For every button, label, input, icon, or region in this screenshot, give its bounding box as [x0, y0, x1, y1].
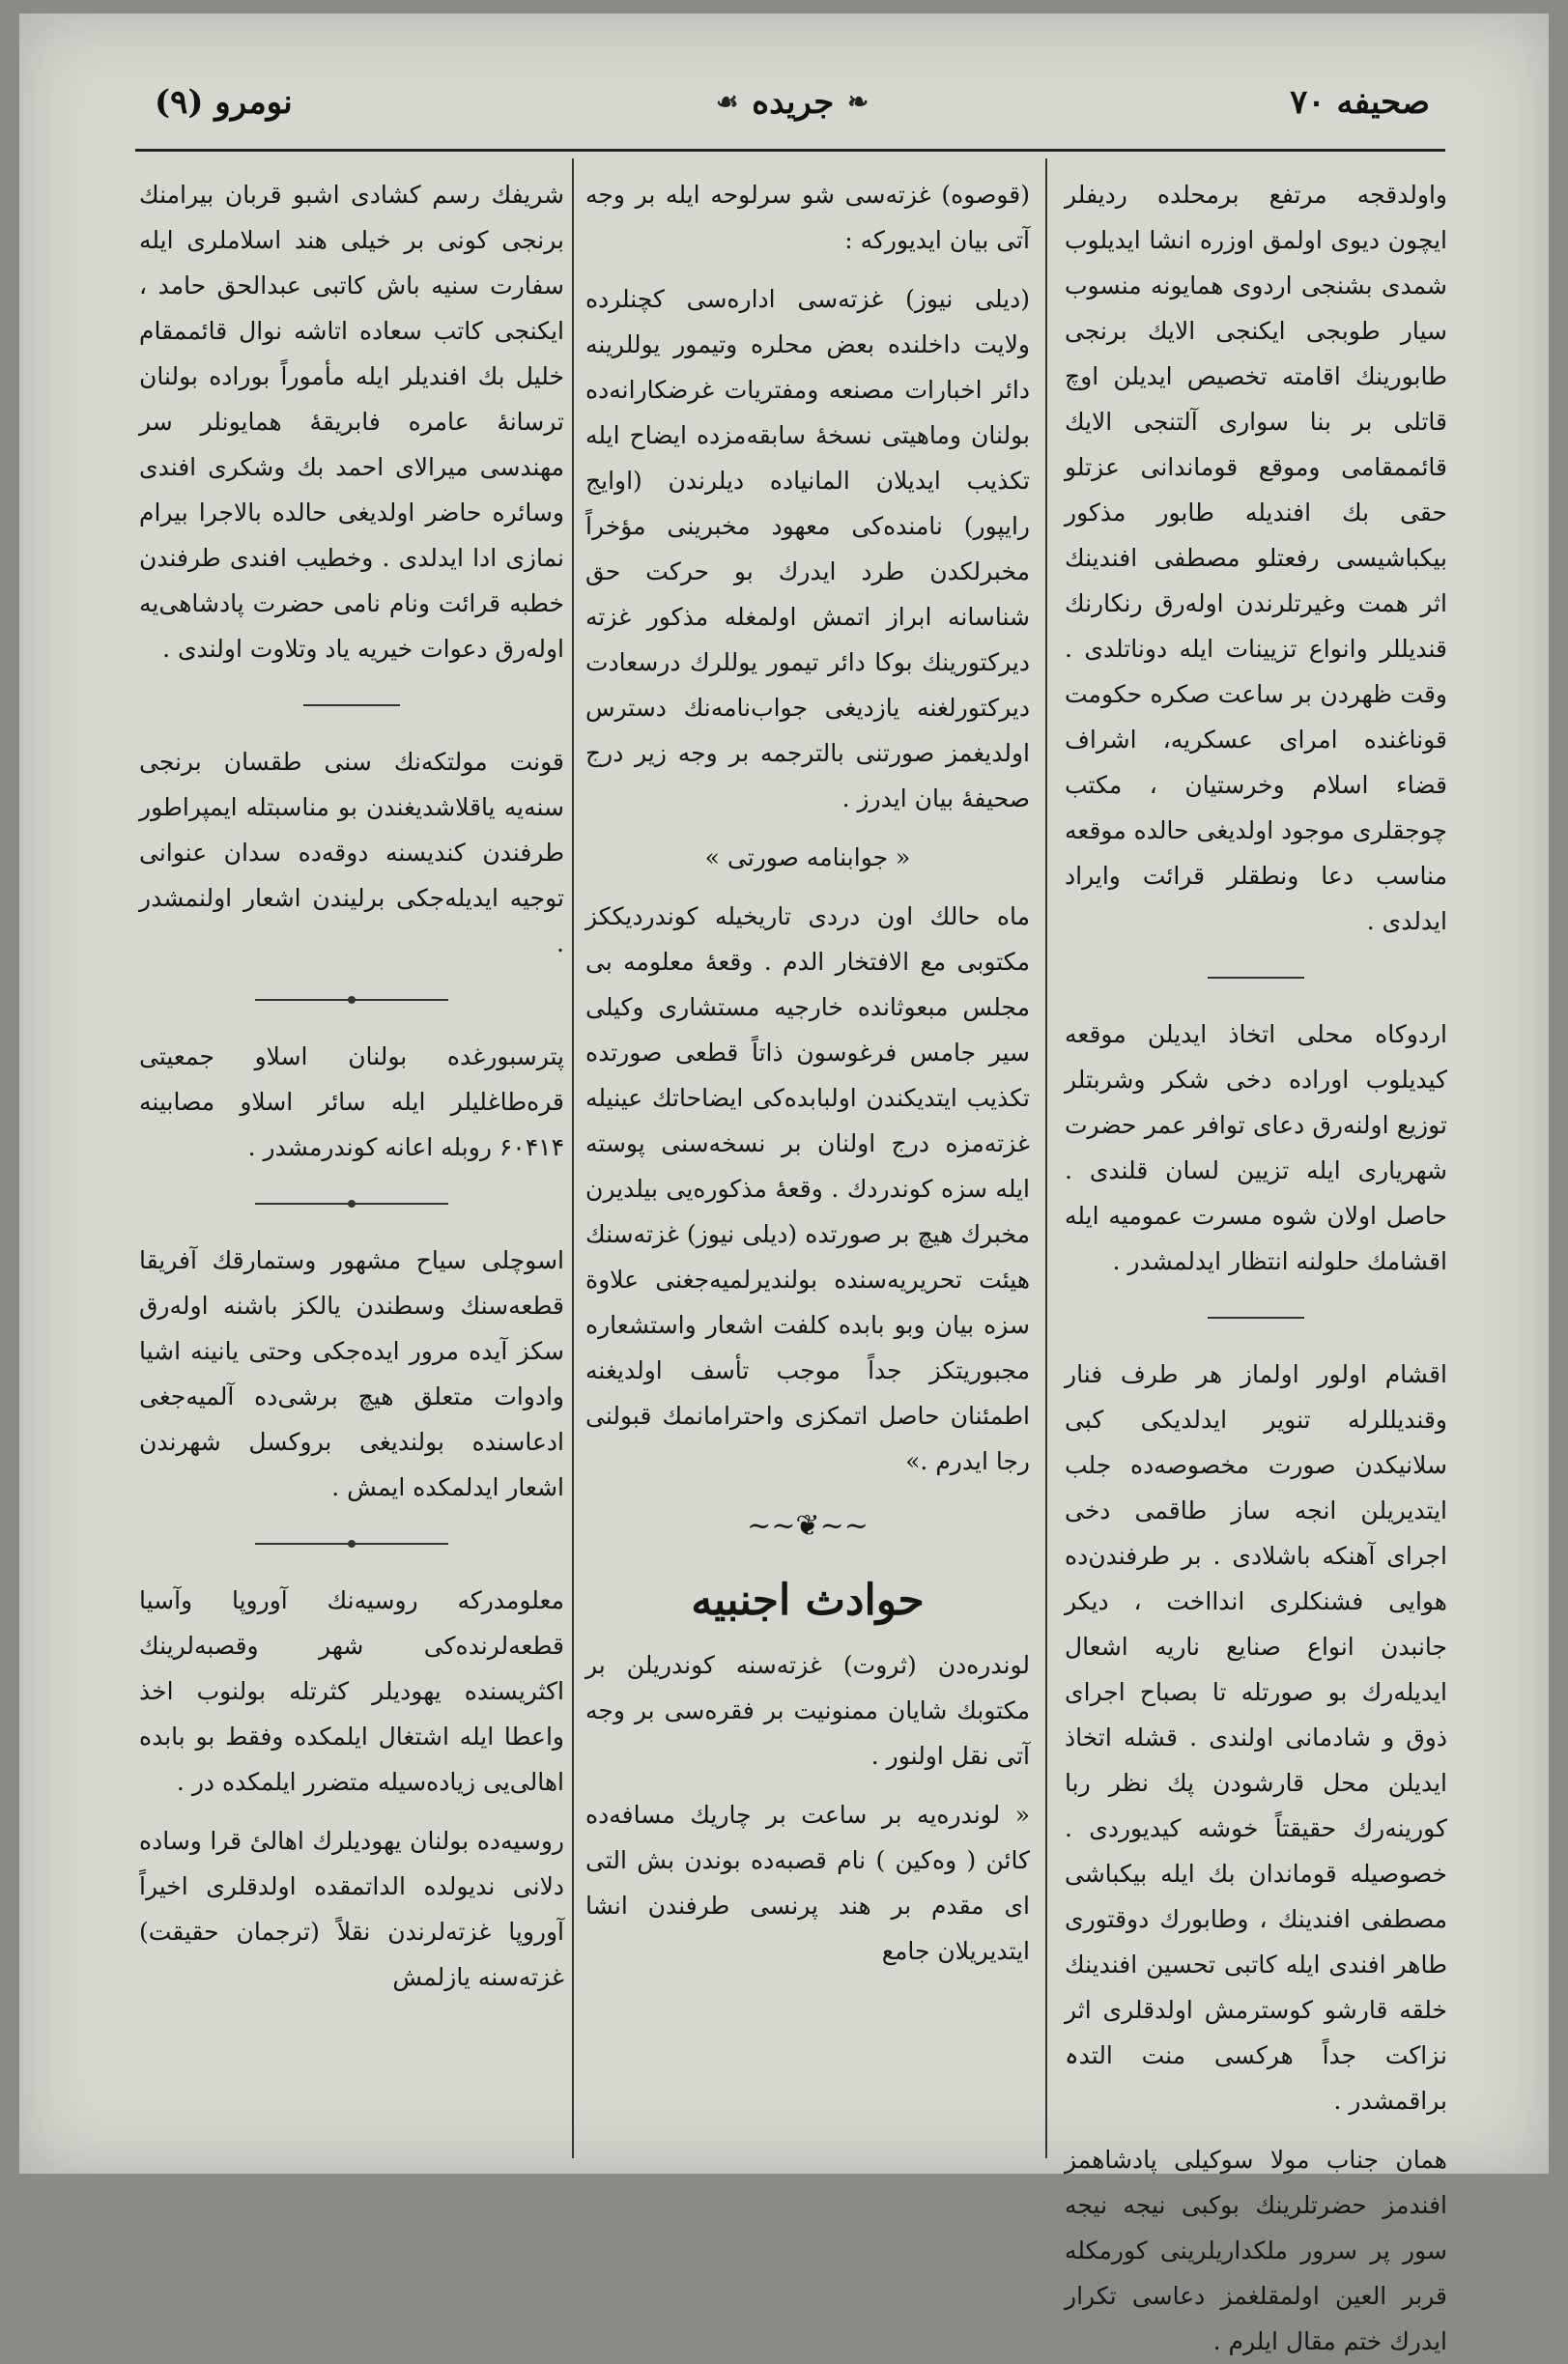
article-paragraph: ماه حالك اون دردی تاریخیله کوندردیککز مکتوبی مع الافتخار الدم . وقعه‌ٔ معلومه بی مجلس مبعوثانده خارجیه مستشاری وکیلی سیر جامس فرغوسون ذاتاً قطعی صورتده تکذیب ایتدیکندن اولبابده‌کی ایضاحاتك عینیله غزته‌مزه درج اولنان بر نسخه‌سنی پوسته ایله سزه کوندردك . وقعه‌ٔ مذکوره‌یی بیلدیرن مخبرك هیچ بر صورتده (دیلی نیوز) غزته‌سنك هیئت تحریریه‌سنده بولندیرلمیه‌جغنی علاوة سزه بیان وبو بابده کلفت اشعار واستشعاره مجبوریتکز جداً موجب تأسف اولدیغنه اطمئنان حاصل اتمکزی واحترامانمك قبولنی رجا ایدرم .» — [585, 902, 1030, 1475]
section-separator — [139, 987, 564, 1012]
column-divider — [572, 158, 574, 2158]
article-paragraph: اسوچلی سیاح مشهور وستمارقك آفریقا قطعه‌سنك وسطندن یالکز باشنه اوله‌رق سکز آیده مرور ایده‌جکی وحتی یانینه اشیا وادوات متعلق هیچ برشی‌ده آلمیه‌جغی ادعاسنده بولندیغی بروکسل شهرندن اشعار ایدلمکده ایمش . — [139, 1246, 564, 1501]
article-paragraph: (قوصوه) غزته‌سی شو سرلوحه ایله بر وجه آتی بیان ایدیورکه : — [585, 181, 1030, 254]
header-rule — [135, 149, 1445, 152]
article-paragraph: روسیه‌ده بولنان یهودیلرك اهالی‌ٔ قرا وساده دلانی ندیولده الداتمقده اولدقلری اخیراً آوروپا غزته‌لرندن نقلاً (ترجمان حقیقت) غزته‌سنه یازلمش — [139, 1827, 564, 1991]
section-heading: حوادث اجنبیه — [691, 1576, 925, 1625]
section-separator — [1065, 965, 1447, 990]
newspaper-page — [19, 14, 1549, 2355]
right-column — [1065, 158, 1447, 2355]
section-separator — [139, 1531, 564, 1556]
article-paragraph: قونت مولتکه‌نك سنی طقسان برنجی سنه‌یه یاقلاشدیغندن بو مناسبتله ایمپراطور طرفندن کندیسنه دوقه‌ده سدان عنوانی توجیه ایدیله‌جکی برلیندن اشعار اولنمشدر . — [139, 748, 564, 957]
middle-column — [585, 158, 1030, 2168]
ornament-divider-icon: ~~❦~~ — [747, 1509, 869, 1543]
paper-title-group — [716, 83, 869, 122]
article-paragraph: پترسبورغده بولنان اسلاو جمعیتی قره‌طاغلیلر ایله سائر اسلاو مصابینه ۶۰۴۱۴ روبله اعانه کوندرمشدر . — [139, 1042, 564, 1161]
left-column — [139, 158, 564, 1991]
article-paragraph: اردوکاه محلی اتخاذ ایدیلن موقعه کیدیلوب اوراده دخی شکر وشربتلر توزیع اولنه‌رق دعای توافر عمر حضرت شهریاری ایله تزیین لسان قلندی . حاصل اولان شوه مسرت عمومیه ایله اقشامك حلولنه انتظار ایدلمشدر . — [1065, 1020, 1447, 1275]
section-separator — [139, 693, 564, 718]
section-separator — [1065, 1305, 1447, 1330]
page-number: صحیفه ۷۰ — [1290, 83, 1430, 122]
article-paragraph: شریفك رسم کشادی اشبو قربان بیرامنك برنجی کونی بر خیلی هند اسلاملری ایله سفارت سنیه باش کاتبی عبدالحق حامد ، ایکنجی کاتب سعاده اتاشه نوال قائممقام خلیل بك افندیلر ایله مأموراً بوراده بولنان ترسانه‌ٔ عامره فابریقه‌ٔ همایونلر سر مهندسی میرالای احمد بك وشکری افندی وسائره حاضر اولدیغی حالده بالاجرا بیرام نمازی ادا ایدلدی . وخطیب افندی طرفندن خطبه قرائت ونام نامی حضرت پادشاهی‌یه اوله‌رق دعوات خیریه یاد وتلاوت اولندی . — [139, 181, 564, 663]
column-divider — [1045, 158, 1047, 2158]
right-ornament-icon: ☙ — [715, 88, 739, 117]
article-paragraph: همان جناب مولا سوکیلی پادشاهمز افندمز حضرتلرینك بوکبی نیجه نیجه سور پر سرور ملکداریلرینی کورمکله قربر العین اولمقلغمز دعاسی تکرار ایدرك ختم مقال ایلرم . — [1065, 2146, 1447, 2355]
paper-title: جریده — [752, 83, 835, 122]
article-paragraph: واولدقجه مرتفع برمحلده ردیفلر ایچون دیوی اولمق اوزره انشا ایدیلوب شمدی بشنجی اردوی همایونه منسوب سیار طوبجی ایکنجی الایك برنجی طابورینك اقامته تخصیص ایدیلن اوچ قاتلی بر بنا سواری آلتنجی الایك قائممقامی وموقع قوماندانی عزتلو حقی بك افندیله طابور مذکور بیکباشیسی رفعتلو مصطفی افندینك اثر همت وغیرتلرندن اوله‌رق رنکارنك قندیللر وانواع تزیینات ایله دوناتلدی . وقت ظهردن بر ساعت صکره حکومت قوناغنده امرای عسکریه‌، اشراف قضاء اسلام وخرستیان ، مکتب چوجقلری موجود اولدیغی حالده موقعه مناسب دعا ونطقلر قرائت وایراد ایدلدی . — [1065, 181, 1447, 935]
article-paragraph: (دیلی نیوز) غزته‌سی اداره‌سی کچنلرده ولایت داخلنده بعض محلره وتیمور یوللرینه دائر اخبارات مصنعه ومفتریات غرضکارانه‌ده بولنان وماهیتی نسخه‌ٔ سابقه‌مزده ایضاح ایله تکذیب ایدیلان المانیاده دیلرندن (اوایج رایپور) نامنده‌کی معهود مخبرینی مؤخراً مخبرلکدن طرد ایدرك بو حرکت حق شناسانه ابراز اتمش اولمغله مذکور غزته دیرکتورینك بوکا دائر تیمور یوللرك درسعادت دیرکتورلغنه یازدیغی جواب‌نامه‌نك دسترس اولدیغمز صورتنی بالترجمه بر وجه زیر درج صحیفه‌ٔ بیان ایدرز . — [585, 285, 1030, 812]
article-paragraph: معلومدرکه روسیه‌نك آوروپا وآسیا قطعه‌لرنده‌کی شهر وقصبه‌لرینك اکثریسنده یهودیلر کثرتله بولنوب اخذ واعطا ایله اشتغال ایلمکده وفقط بو بابده اهالی‌یی زیاده‌سیله متضرر ایلمکده در . — [139, 1586, 564, 1796]
article-paragraph: لوندره‌دن (ثروت) غزته‌سنه کوندریلن بر مکتوبك شایان ممنونیت بر فقره‌سی بر وجه آتی نقل اولنور . — [585, 1651, 1030, 1770]
left-ornament-icon: ❧ — [847, 88, 870, 117]
section-separator — [139, 1191, 564, 1216]
article-paragraph: اقشام اولور اولماز هر طرف فنار وقندیللرله تنویر ایدلدیکی کبی سلانیکدن صورت مخصوصه‌ده جلب ایتدیریلن انجه ساز طاقمی دخی اجرای آهنکه باشلادی . بر طرفندن‌ده هوایی فشنکلری اندااخت ، دیکر جانبدن انواع صنایع ناریه اشعال ایدیله‌رك بو صورتله تا بصباح اجرای ذوق و شادمانی اولندی . قشله اتخاذ ایدیلن محل قارشودن پك نظر ربا کورینه‌رك حقیقتاً خوشه کیدیوردی . خصوصیله قوماندان بك ایله بیکباشی مصطفی افندینك ، وطابورك دوقتوری طاهر افندی ایله کاتبی تحسین افندینك خلقه قارشو کوسترمش اولدقلری اثر نزاکت جداً هرکسی منت التدہ براقمشدر . — [1065, 1360, 1447, 2115]
masthead — [155, 73, 1430, 141]
reply-letter-title: « جوابنامه صورتی » — [704, 843, 911, 871]
issue-number: نومرو (۹) — [155, 83, 293, 122]
article-paragraph: « لوندره‌یه بر ساعت بر چاریك مسافه‌ده کائن ( وه‌کین ) نام قصبه‌ده بوندن بش التی ای مقدم بر هند پرنسی طرفندن انشا ایتدیریلان جامع — [585, 1801, 1030, 1965]
